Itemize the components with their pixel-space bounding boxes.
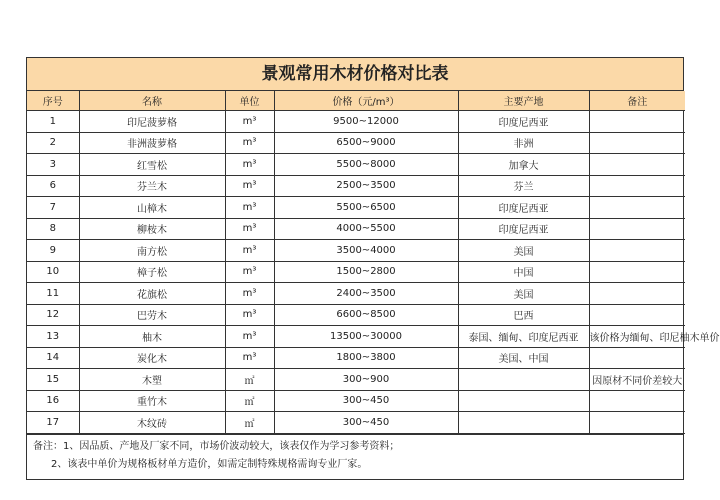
table-row (27, 326, 685, 348)
header-remark: 备注 (589, 91, 685, 111)
cell-origin: 印度尼西亚 (458, 218, 589, 240)
cell-unit: m³ (225, 175, 274, 197)
table-row (27, 132, 685, 154)
table-row (27, 304, 685, 326)
cell-index: 1 (27, 111, 79, 133)
cell-name: 印尼菠萝格 (79, 111, 225, 133)
cell-unit: m³ (225, 261, 274, 283)
cell-remark: 因原材不同价差较大 (589, 369, 685, 391)
cell-name: 红雪松 (79, 154, 225, 176)
cell-price: 5500~8000 (274, 154, 458, 176)
cell-name: 柚木 (79, 326, 225, 348)
cell-unit: m³ (225, 283, 274, 305)
cell-index: 17 (27, 412, 79, 434)
cell-name: 炭化木 (79, 347, 225, 369)
cell-price: 2500~3500 (274, 175, 458, 197)
cell-name: 山樟木 (79, 197, 225, 219)
price-table (27, 91, 720, 434)
cell-unit: m³ (225, 347, 274, 369)
table-row (27, 154, 685, 176)
note-line-1: 备注：1、因品质、产地及厂家不同，市场价波动较大，该表仅作为学习参考资料； (33, 440, 400, 452)
cell-index: 10 (27, 261, 79, 283)
table-row (27, 369, 685, 391)
table-row (27, 283, 685, 305)
cell-unit: m³ (225, 240, 274, 262)
cell-index: 2 (27, 132, 79, 154)
cell-remark (589, 197, 685, 219)
table-row (27, 197, 685, 219)
cell-index: 15 (27, 369, 79, 391)
cell-price: 4000~5500 (274, 218, 458, 240)
cell-index: 3 (27, 154, 79, 176)
cell-remark (589, 132, 685, 154)
cell-unit: m³ (225, 197, 274, 219)
cell-name: 樟子松 (79, 261, 225, 283)
cell-price: 300~450 (274, 412, 458, 434)
cell-remark (589, 283, 685, 305)
cell-price: 300~900 (274, 369, 458, 391)
header-price: 价格（元/m³） (274, 91, 458, 111)
cell-index: 14 (27, 347, 79, 369)
cell-index: 12 (27, 304, 79, 326)
cell-price: 6600~8500 (274, 304, 458, 326)
cell-unit: m³ (225, 304, 274, 326)
header-unit: 单位 (225, 91, 274, 111)
table-row (27, 412, 685, 434)
cell-unit: m³ (225, 218, 274, 240)
cell-origin: 泰国、缅甸、印度尼西亚 (458, 326, 589, 348)
cell-index: 7 (27, 197, 79, 219)
cell-name: 柳桉木 (79, 218, 225, 240)
price-table-sheet (26, 57, 720, 480)
cell-origin: 印度尼西亚 (458, 111, 589, 133)
cell-origin: 中国 (458, 261, 589, 283)
table-row (27, 175, 685, 197)
table-row (27, 111, 685, 133)
cell-unit: m³ (225, 154, 274, 176)
cell-name: 重竹木 (79, 390, 225, 412)
table-title: 景观常用木材价格对比表 (27, 58, 683, 91)
cell-origin: 美国 (458, 283, 589, 305)
cell-price: 1800~3800 (274, 347, 458, 369)
cell-name: 非洲菠萝格 (79, 132, 225, 154)
cell-name: 南方松 (79, 240, 225, 262)
cell-remark (589, 175, 685, 197)
cell-name: 花旗松 (79, 283, 225, 305)
cell-name: 木塑 (79, 369, 225, 391)
cell-remark (589, 218, 685, 240)
cell-remark (589, 347, 685, 369)
cell-origin: 印度尼西亚 (458, 197, 589, 219)
header-origin: 主要产地 (458, 91, 589, 111)
cell-price: 300~450 (274, 390, 458, 412)
cell-index: 16 (27, 390, 79, 412)
cell-origin: 非洲 (458, 132, 589, 154)
cell-remark (589, 304, 685, 326)
cell-name: 木纹砖 (79, 412, 225, 434)
cell-unit: m³ (225, 132, 274, 154)
cell-index: 8 (27, 218, 79, 240)
cell-price: 6500~9000 (274, 132, 458, 154)
cell-price: 13500~30000 (274, 326, 458, 348)
notes-section (27, 434, 683, 474)
cell-price: 1500~2800 (274, 261, 458, 283)
header-index: 序号 (27, 91, 79, 111)
cell-name: 芬兰木 (79, 175, 225, 197)
cell-price: 5500~6500 (274, 197, 458, 219)
cell-index: 9 (27, 240, 79, 262)
cell-remark: 该价格为缅甸、印尼柚木单价 (589, 326, 685, 348)
cell-origin: 加拿大 (458, 154, 589, 176)
table-row (27, 240, 685, 262)
cell-unit: ㎡ (225, 412, 274, 434)
cell-origin (458, 412, 589, 434)
table-row (27, 390, 685, 412)
cell-remark (589, 261, 685, 283)
cell-remark (589, 412, 685, 434)
table-row (27, 261, 685, 283)
cell-index: 6 (27, 175, 79, 197)
cell-unit: m³ (225, 326, 274, 348)
cell-origin: 美国、中国 (458, 347, 589, 369)
cell-origin: 美国 (458, 240, 589, 262)
table-row (27, 347, 685, 369)
cell-price: 3500~4000 (274, 240, 458, 262)
cell-remark (589, 390, 685, 412)
note-line-2: 2、该表中单价为规格板材单方造价，如需定制特殊规格需询专业厂家。 (51, 458, 368, 470)
cell-remark (589, 154, 685, 176)
cell-index: 13 (27, 326, 79, 348)
cell-unit: ㎡ (225, 369, 274, 391)
cell-remark (589, 240, 685, 262)
cell-price: 2400~3500 (274, 283, 458, 305)
cell-name: 巴劳木 (79, 304, 225, 326)
header-name: 名称 (79, 91, 225, 111)
cell-unit: ㎡ (225, 390, 274, 412)
cell-origin (458, 369, 589, 391)
cell-origin: 巴西 (458, 304, 589, 326)
cell-index: 11 (27, 283, 79, 305)
table-header-row (27, 91, 685, 111)
cell-unit: m³ (225, 111, 274, 133)
cell-origin: 芬兰 (458, 175, 589, 197)
cell-origin (458, 390, 589, 412)
cell-price: 9500~12000 (274, 111, 458, 133)
table-row (27, 218, 685, 240)
cell-remark (589, 111, 685, 133)
